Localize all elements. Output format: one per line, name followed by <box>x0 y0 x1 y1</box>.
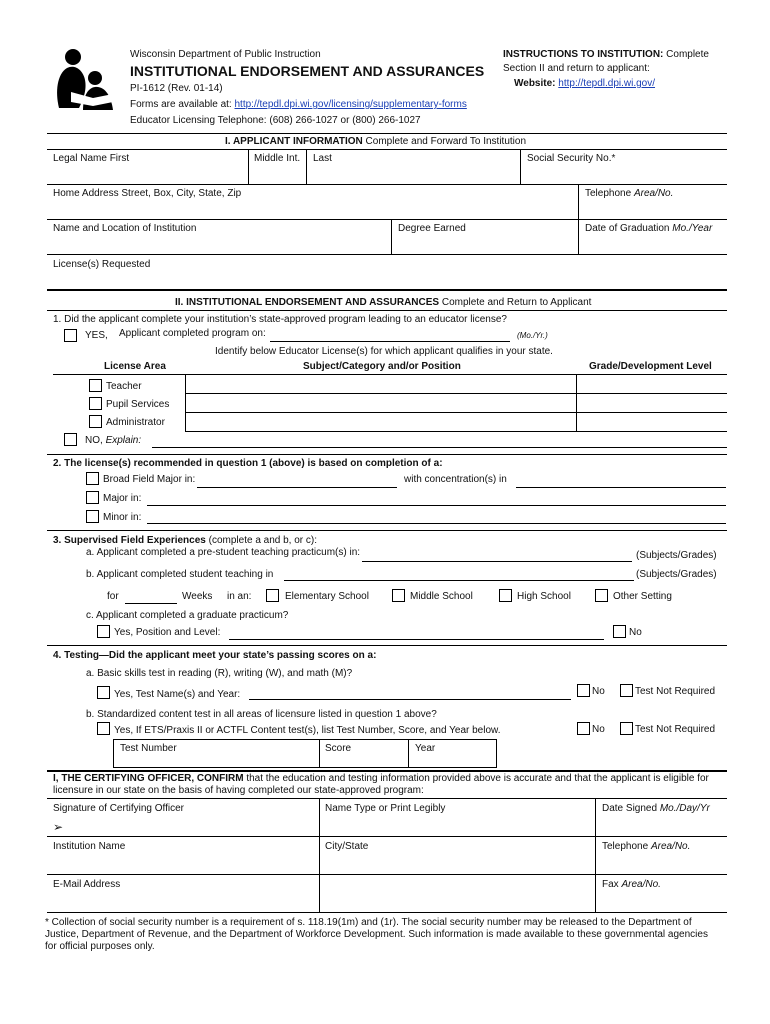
signature-field[interactable] <box>68 817 316 835</box>
administrator-checkbox[interactable] <box>89 415 102 428</box>
ssn-field[interactable] <box>521 166 726 182</box>
test-name-line[interactable] <box>249 699 571 700</box>
signature-label: Signature of Certifying Officer <box>53 803 184 814</box>
cert-telephone-label: Telephone Area/No. <box>602 841 691 852</box>
website: Website: http://tepdl.dpi.wi.gov/ <box>514 78 656 89</box>
content-no-checkbox[interactable] <box>577 722 590 735</box>
question-1: 1. Did the applicant complete your institution’s state-approved program leading to an educator license? <box>53 314 507 325</box>
instructions-line2: Section II and return to applicant: <box>503 63 650 74</box>
city-state-label: City/State <box>325 841 369 852</box>
middle-int-label: Middle Int. <box>254 153 301 164</box>
content-no-label: No <box>592 724 605 735</box>
content-not-required-checkbox[interactable] <box>620 722 633 735</box>
year-label: Year <box>415 743 436 754</box>
graduate-no-label: No <box>629 627 642 638</box>
basic-not-required-checkbox[interactable] <box>620 684 633 697</box>
degree-field[interactable] <box>392 236 577 252</box>
student-teaching-line[interactable] <box>284 580 634 581</box>
in-an-label: in an: <box>227 591 252 602</box>
email-label: E-Mail Address <box>53 879 121 890</box>
pupil-services-checkbox[interactable] <box>89 397 102 410</box>
form-title: INSTITUTIONAL ENDORSEMENT AND ASSURANCES <box>130 63 485 79</box>
date-signed-field[interactable] <box>596 817 726 835</box>
basic-yes-checkbox[interactable] <box>97 686 110 699</box>
institution-field[interactable] <box>48 236 390 252</box>
elementary-label: Elementary School <box>285 591 369 602</box>
col-grade: Grade/Development Level <box>589 361 712 372</box>
minor-line[interactable] <box>147 523 726 524</box>
content-yes-checkbox[interactable] <box>97 722 110 735</box>
name-type-label: Name Type or Print Legibly <box>325 803 446 814</box>
test-number-label: Test Number <box>120 743 177 754</box>
legal-name-first-field[interactable] <box>48 166 247 182</box>
basic-no-checkbox[interactable] <box>577 684 590 697</box>
date-signed-label: Date Signed Mo./Day/Yr <box>602 803 710 814</box>
middle-school-checkbox[interactable] <box>392 589 405 602</box>
broad-field-label: Broad Field Major in: <box>103 474 196 485</box>
pupil-services-label: Pupil Services <box>106 399 170 410</box>
for-label: for <box>107 591 119 602</box>
completed-program-line[interactable] <box>270 341 510 342</box>
yes-position-label: Yes, Position and Level: <box>114 627 221 638</box>
score-label: Score <box>325 743 352 754</box>
certify-line1: I, THE CERTIFYING OFFICER, CONFIRM that the education and testing information provided above is accurate and that the applicant is eligible for <box>53 773 709 784</box>
graduate-yes-checkbox[interactable] <box>97 625 110 638</box>
institution-name-label: Institution Name <box>53 841 126 852</box>
concentration-label: with concentration(s) in <box>404 474 507 485</box>
high-school-checkbox[interactable] <box>499 589 512 602</box>
forms-available: Forms are available at: http://tepdl.dpi.wi.gov/licensing/supplementary-forms <box>130 99 467 110</box>
dpi-logo <box>53 48 119 114</box>
subj-grades-b: (Subjects/Grades) <box>636 569 717 580</box>
minor-label: Minor in: <box>103 512 142 523</box>
section1-title: I. APPLICANT INFORMATION Complete and Forward To Institution <box>225 136 527 147</box>
teacher-grade-field[interactable] <box>577 376 726 392</box>
question-4: 4. Testing—Did the applicant meet your state’s passing scores on a: <box>53 650 377 661</box>
yes-ets-label: Yes, If ETS/Praxis II or ACTFL Content test(s), list Test Number, Score, and Year below. <box>114 725 501 736</box>
ssn-label: Social Security No.* <box>527 153 616 164</box>
mo-yr-label: (Mo./Yr.) <box>517 331 548 340</box>
q1-yes-checkbox[interactable] <box>64 329 77 342</box>
practicum-line[interactable] <box>362 561 632 562</box>
degree-label: Degree Earned <box>398 223 466 234</box>
broad-field-line[interactable] <box>197 487 397 488</box>
basic-no-label: No <box>592 686 605 697</box>
question-4a: a. Basic skills test in reading (R), writing (W), and math (M)? <box>86 668 353 679</box>
content-not-required-label: Test Not Required <box>635 724 716 735</box>
concentration-line[interactable] <box>516 487 726 488</box>
grad-date-field[interactable] <box>579 236 726 252</box>
subj-grades-a: (Subjects/Grades) <box>636 550 717 561</box>
q1-yes-label: YES, <box>85 330 108 341</box>
other-setting-checkbox[interactable] <box>595 589 608 602</box>
home-address-field[interactable] <box>48 201 577 217</box>
minor-checkbox[interactable] <box>86 510 99 523</box>
city-state-blank[interactable] <box>320 893 594 911</box>
middle-school-label: Middle School <box>410 591 473 602</box>
telephone-label: Telephone Area/No. <box>585 188 674 199</box>
col-subject: Subject/Category and/or Position <box>303 361 461 372</box>
institution-name-field[interactable] <box>48 855 318 873</box>
city-state-field[interactable] <box>320 855 594 873</box>
weeks-line[interactable] <box>125 603 177 604</box>
teacher-label: Teacher <box>106 381 142 392</box>
fax-label: Fax Area/No. <box>602 879 661 890</box>
forms-link[interactable]: http://tepdl.dpi.wi.gov/licensing/supplementary-forms <box>234 99 467 110</box>
graduate-no-checkbox[interactable] <box>613 625 626 638</box>
footnote-line2: Justice, Department of Revenue, and the Department of Workforce Development. Such information is made available to these governmental agencies <box>45 929 708 940</box>
high-school-label: High School <box>517 591 571 602</box>
instructions: INSTRUCTIONS TO INSTITUTION: Complete <box>503 49 709 60</box>
pupil-subject-field[interactable] <box>186 395 575 411</box>
score-field[interactable] <box>320 754 407 766</box>
last-name-field[interactable] <box>307 166 519 182</box>
website-link[interactable]: http://tepdl.dpi.wi.gov/ <box>558 78 656 89</box>
middle-int-field[interactable] <box>249 166 305 182</box>
explain-line[interactable] <box>152 447 727 448</box>
question-2: 2. The license(s) recommended in question 1 (above) is based on completion of a: <box>53 458 443 469</box>
email-field[interactable] <box>48 893 318 911</box>
admin-grade-field[interactable] <box>577 414 726 430</box>
weeks-label: Weeks <box>182 591 213 602</box>
question-3a: a. Applicant completed a pre-student teaching practicum(s) in: <box>86 547 361 558</box>
col-license-area: License Area <box>104 361 166 372</box>
arrow-icon: ➢ <box>53 820 64 834</box>
licenses-requested-label: License(s) Requested <box>53 259 151 270</box>
other-setting-label: Other Setting <box>613 591 672 602</box>
licensing-telephone: Educator Licensing Telephone: (608) 266-1027 or (800) 266-1027 <box>130 115 421 126</box>
broad-field-checkbox[interactable] <box>86 472 99 485</box>
position-line[interactable] <box>229 639 604 640</box>
pupil-grade-field[interactable] <box>577 395 726 411</box>
certify-line2: licensure in our state on the basis of having completed our state-approved program: <box>53 785 424 796</box>
teacher-subject-field[interactable] <box>186 376 575 392</box>
grad-date-label: Date of Graduation Mo./Year <box>585 223 713 234</box>
question-3: 3. Supervised Field Experiences (complete a and b, or c): <box>53 535 318 546</box>
admin-subject-field[interactable] <box>186 414 575 430</box>
elementary-checkbox[interactable] <box>266 589 279 602</box>
test-number-field[interactable] <box>114 754 318 766</box>
major-line[interactable] <box>147 505 726 506</box>
legal-name-first-label: Legal Name First <box>53 153 130 164</box>
licenses-requested-field[interactable] <box>48 272 726 288</box>
cert-telephone-field[interactable] <box>596 855 726 873</box>
section2-title: II. INSTITUTIONAL ENDORSEMENT AND ASSURANCES Complete and Return to Applicant <box>175 297 592 308</box>
major-label: Major in: <box>103 493 142 504</box>
name-field[interactable] <box>320 817 594 835</box>
q1-no-label: NO, Explain: <box>85 435 142 446</box>
q1-no-checkbox[interactable] <box>64 433 77 446</box>
fax-field[interactable] <box>596 893 726 911</box>
question-3b: b. Applicant completed student teaching in <box>86 569 274 580</box>
teacher-checkbox[interactable] <box>89 379 102 392</box>
footnote-line1: * Collection of social security number is a requirement of s. 118.19(1m) and (1r). The social security number may be released to the Department of <box>45 917 692 928</box>
telephone-field[interactable] <box>579 201 726 217</box>
home-address-label: Home Address Street, Box, City, State, Zip <box>53 188 242 199</box>
question-3c: c. Applicant completed a graduate practicum? <box>86 610 289 621</box>
yes-test-label: Yes, Test Name(s) and Year: <box>114 689 241 700</box>
basic-not-required-label: Test Not Required <box>635 686 716 697</box>
footnote-line3: for official purposes only. <box>45 941 155 952</box>
administrator-label: Administrator <box>106 417 165 428</box>
last-name-label: Last <box>313 153 332 164</box>
major-checkbox[interactable] <box>86 491 99 504</box>
identify-text: Identify below Educator License(s) for which applicant qualifies in your state. <box>215 346 553 357</box>
form-number: PI-1612 (Rev. 01-14) <box>130 83 223 94</box>
year-field[interactable] <box>409 754 495 766</box>
completed-program-label: Applicant completed program on: <box>119 328 266 339</box>
agency-name: Wisconsin Department of Public Instruction <box>130 49 321 60</box>
question-4b: b. Standardized content test in all areas of licensure listed in question 1 above? <box>86 709 437 720</box>
institution-label: Name and Location of Institution <box>53 223 197 234</box>
